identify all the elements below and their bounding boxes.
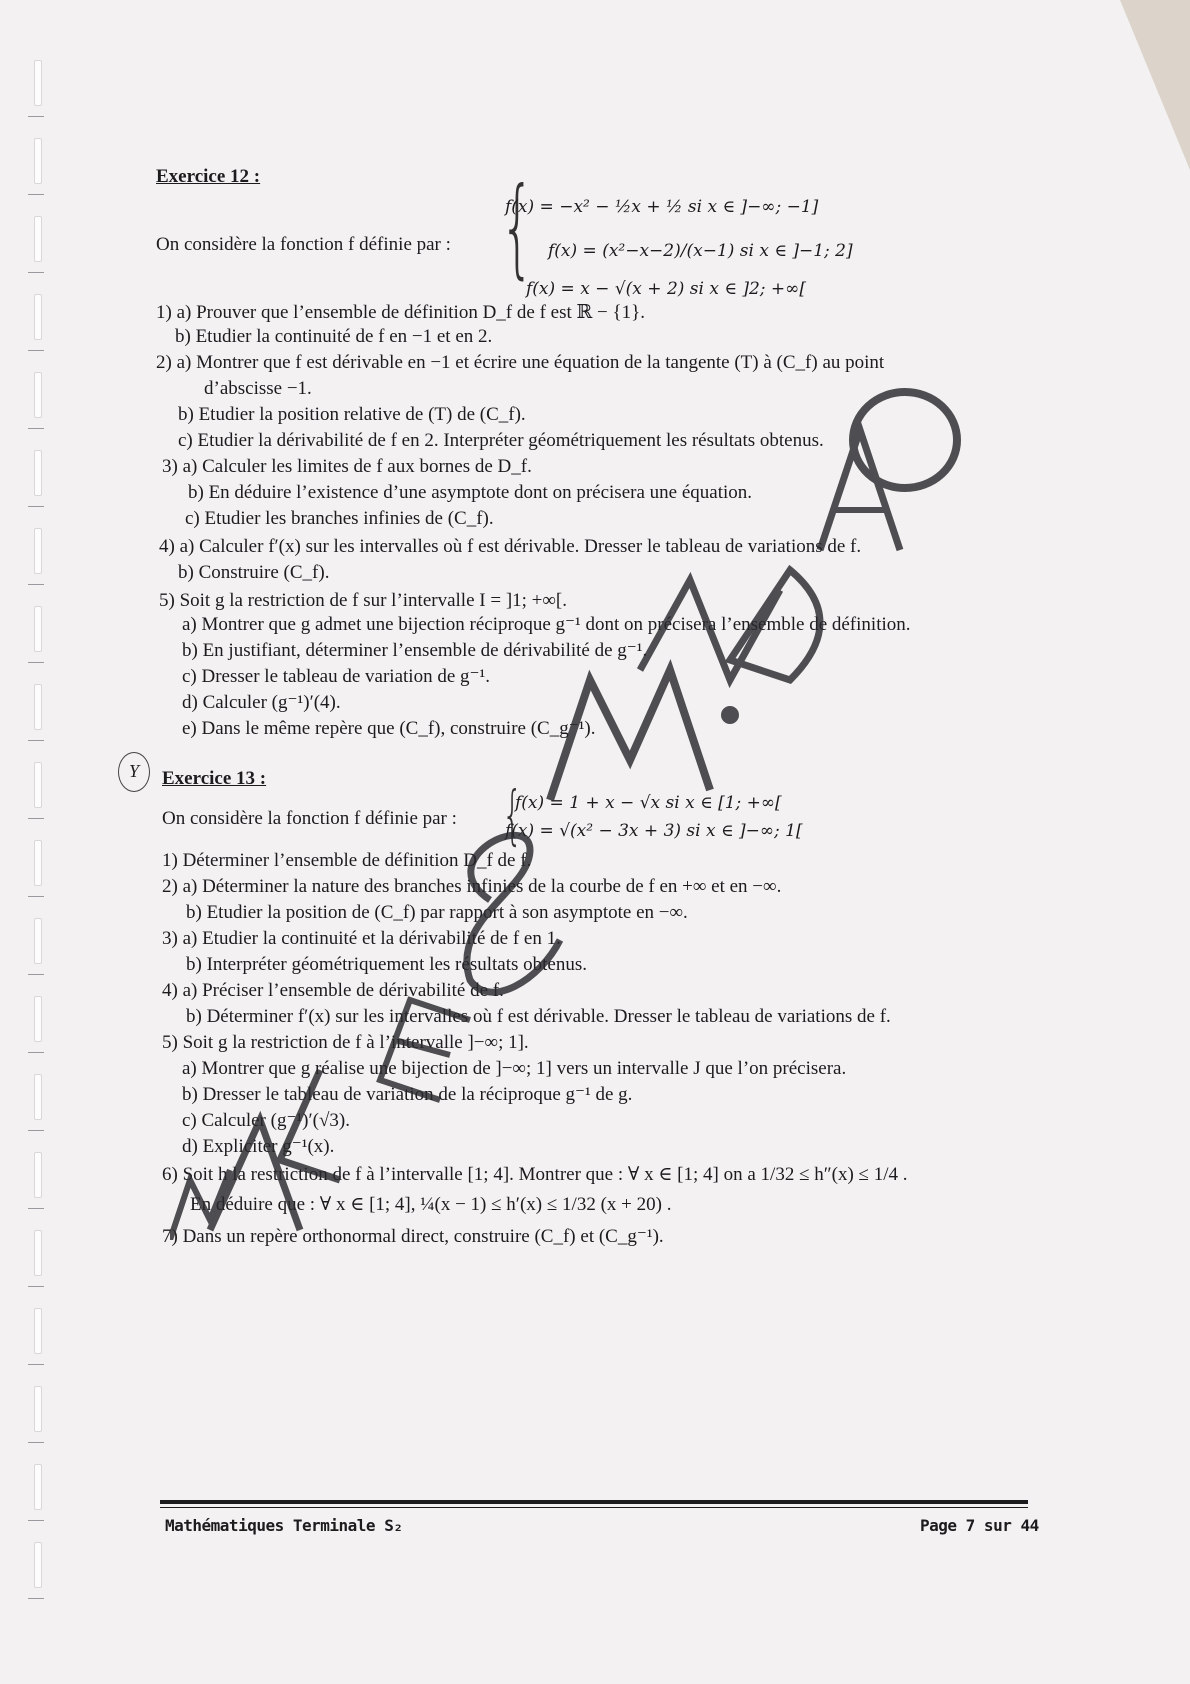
- question-line: 3) a) Calculer les limites de f aux bornes de D_f.: [162, 456, 532, 477]
- binder-hole: [34, 294, 42, 340]
- binder-hole: [34, 1386, 42, 1432]
- binder-tick: [28, 1520, 44, 1521]
- question-line: e) Dans le même repère que (C_f), construire (C_g⁻¹).: [182, 718, 596, 739]
- binder-hole: [34, 1542, 42, 1588]
- question-line: 4) a) Calculer f′(x) sur les intervalles où f est dérivable. Dresser le tableau de variations de f.: [159, 536, 862, 557]
- piecewise-brace: {: [502, 779, 523, 853]
- binder-tick: [28, 1598, 44, 1599]
- binder-tick: [28, 1208, 44, 1209]
- binder-hole: [34, 138, 42, 184]
- binder-hole: [34, 918, 42, 964]
- binder-tick: [28, 1286, 44, 1287]
- binder-hole: [34, 1464, 42, 1510]
- binder-tick: [28, 428, 44, 429]
- binder-hole: [34, 1230, 42, 1276]
- binder-tick: [28, 818, 44, 819]
- binder-hole: [34, 216, 42, 262]
- question-line: 1) Déterminer l’ensemble de définition D_f de f.: [162, 850, 532, 871]
- question-line: c) Calculer (g⁻¹)′(√3).: [182, 1110, 350, 1131]
- binder-tick: [28, 350, 44, 351]
- question-line: c) Etudier la dérivabilité de f en 2. Interpréter géométriquement les résultats obtenus.: [178, 430, 824, 451]
- exercise-13-case-2: f(x) = √(x² − 3x + 3) si x ∈ ]−∞; 1[: [505, 821, 803, 841]
- question-line: d) Calculer (g⁻¹)′(4).: [182, 692, 341, 713]
- question-line: b) Construire (C_f).: [178, 562, 330, 583]
- page-corner-stain: [1120, 0, 1190, 170]
- binder-hole: [34, 450, 42, 496]
- question-line: 7) Dans un repère orthonormal direct, construire (C_f) et (C_g⁻¹).: [162, 1226, 664, 1247]
- binder-tick: [28, 584, 44, 585]
- binder-hole: [34, 60, 42, 106]
- binder-tick: [28, 272, 44, 273]
- question-line: b) Déterminer f′(x) sur les intervalles où f est dérivable. Dresser le tableau de variations de f.: [186, 1006, 891, 1027]
- question-line: c) Dresser le tableau de variation de g⁻¹.: [182, 666, 490, 687]
- question-line: c) Etudier les branches infinies de (C_f).: [185, 508, 494, 529]
- binder-tick: [28, 740, 44, 741]
- binder-tick: [28, 1052, 44, 1053]
- piecewise-brace: {: [500, 165, 535, 290]
- binder-tick: [28, 974, 44, 975]
- exercise-12-title: Exercice 12 :: [156, 166, 261, 187]
- question-line: b) Interpréter géométriquement les résultats obtenus.: [186, 954, 587, 975]
- footer-course-label: Mathématiques Terminale S₂: [165, 1516, 403, 1535]
- binder-hole: [34, 372, 42, 418]
- exercise-13-title: Exercice 13 :: [162, 768, 267, 789]
- binder-hole: [34, 762, 42, 808]
- binder-tick: [28, 116, 44, 117]
- footer-rule-thick: [160, 1500, 1028, 1504]
- question-line: b) Etudier la continuité de f en −1 et en 2.: [175, 326, 493, 347]
- question-line: b) Etudier la position relative de (T) de (C_f).: [178, 404, 526, 425]
- binder-hole: [34, 996, 42, 1042]
- question-line: 4) a) Préciser l’ensemble de dérivabilité de f.: [162, 980, 504, 1001]
- binder-hole: [34, 684, 42, 730]
- question-line: 6) Soit h la restriction de f à l’intervalle [1; 4]. Montrer que : ∀ x ∈ [1; 4] on a 1/32 ≤ h″(x) ≤ 1/4 .: [162, 1164, 908, 1185]
- binder-tick: [28, 662, 44, 663]
- exercise-12-intro: On considère la fonction f définie par :: [156, 234, 451, 255]
- question-line: b) Dresser le tableau de variation de la réciproque g⁻¹ de g.: [182, 1084, 633, 1105]
- question-line: d’abscisse −1.: [204, 378, 312, 399]
- binder-tick: [28, 506, 44, 507]
- footer-page-number: Page 7 sur 44: [920, 1516, 1039, 1535]
- question-line: a) Montrer que g admet une bijection réciproque g⁻¹ dont on précisera l’ensemble de définition.: [182, 614, 911, 635]
- exercise-13-case-1: f(x) = 1 + x − √x si x ∈ [1; +∞[: [515, 793, 782, 813]
- handwritten-mark: Y: [118, 752, 150, 792]
- binder-hole: [34, 528, 42, 574]
- binder-tick: [28, 1130, 44, 1131]
- question-line: 2) a) Déterminer la nature des branches infinies de la courbe de f en +∞ et en −∞.: [162, 876, 782, 897]
- binder-hole: [34, 606, 42, 652]
- binder-tick: [28, 194, 44, 195]
- question-line: b) Etudier la position de (C_f) par rapport à son asymptote en −∞.: [186, 902, 688, 923]
- binder-tick: [28, 896, 44, 897]
- footer-rule-thin: [160, 1507, 1028, 1508]
- question-line: 1) a) Prouver que l’ensemble de définition D_f de f est ℝ − {1}.: [156, 302, 645, 323]
- exercise-12-case-2: f(x) = (x²−x−2)/(x−1) si x ∈ ]−1; 2]: [548, 241, 853, 261]
- binder-hole: [34, 1074, 42, 1120]
- question-line: 5) Soit g la restriction de f à l’intervalle ]−∞; 1].: [162, 1032, 529, 1053]
- binder-hole: [34, 1308, 42, 1354]
- exercise-12-case-3: f(x) = x − √(x + 2) si x ∈ ]2; +∞[: [526, 279, 806, 299]
- exercise-13-intro: On considère la fonction f définie par :: [162, 808, 457, 829]
- question-line: a) Montrer que g réalise une bijection de ]−∞; 1] vers un intervalle J que l’on précisera.: [182, 1058, 847, 1079]
- binder-tick: [28, 1442, 44, 1443]
- question-line: En déduire que : ∀ x ∈ [1; 4], ¼(x − 1) ≤ h′(x) ≤ 1/32 (x + 20) .: [190, 1194, 672, 1215]
- binder-tick: [28, 1364, 44, 1365]
- binder-holes: [30, 60, 44, 1620]
- question-line: 5) Soit g la restriction de f sur l’intervalle I = ]1; +∞[.: [159, 590, 568, 611]
- question-line: 2) a) Montrer que f est dérivable en −1 et écrire une équation de la tangente (T) à (C_f) au point: [156, 352, 885, 373]
- question-line: 3) a) Etudier la continuité et la dérivabilité de f en 1.: [162, 928, 561, 949]
- binder-hole: [34, 840, 42, 886]
- exercise-12-case-1: f(x) = −x² − ½x + ½ si x ∈ ]−∞; −1]: [505, 197, 819, 217]
- question-line: b) En justifiant, déterminer l’ensemble de dérivabilité de g⁻¹.: [182, 640, 648, 661]
- question-line: d) Expliciter g⁻¹(x).: [182, 1136, 335, 1157]
- question-line: b) En déduire l’existence d’une asymptote dont on précisera une équation.: [188, 482, 752, 503]
- binder-hole: [34, 1152, 42, 1198]
